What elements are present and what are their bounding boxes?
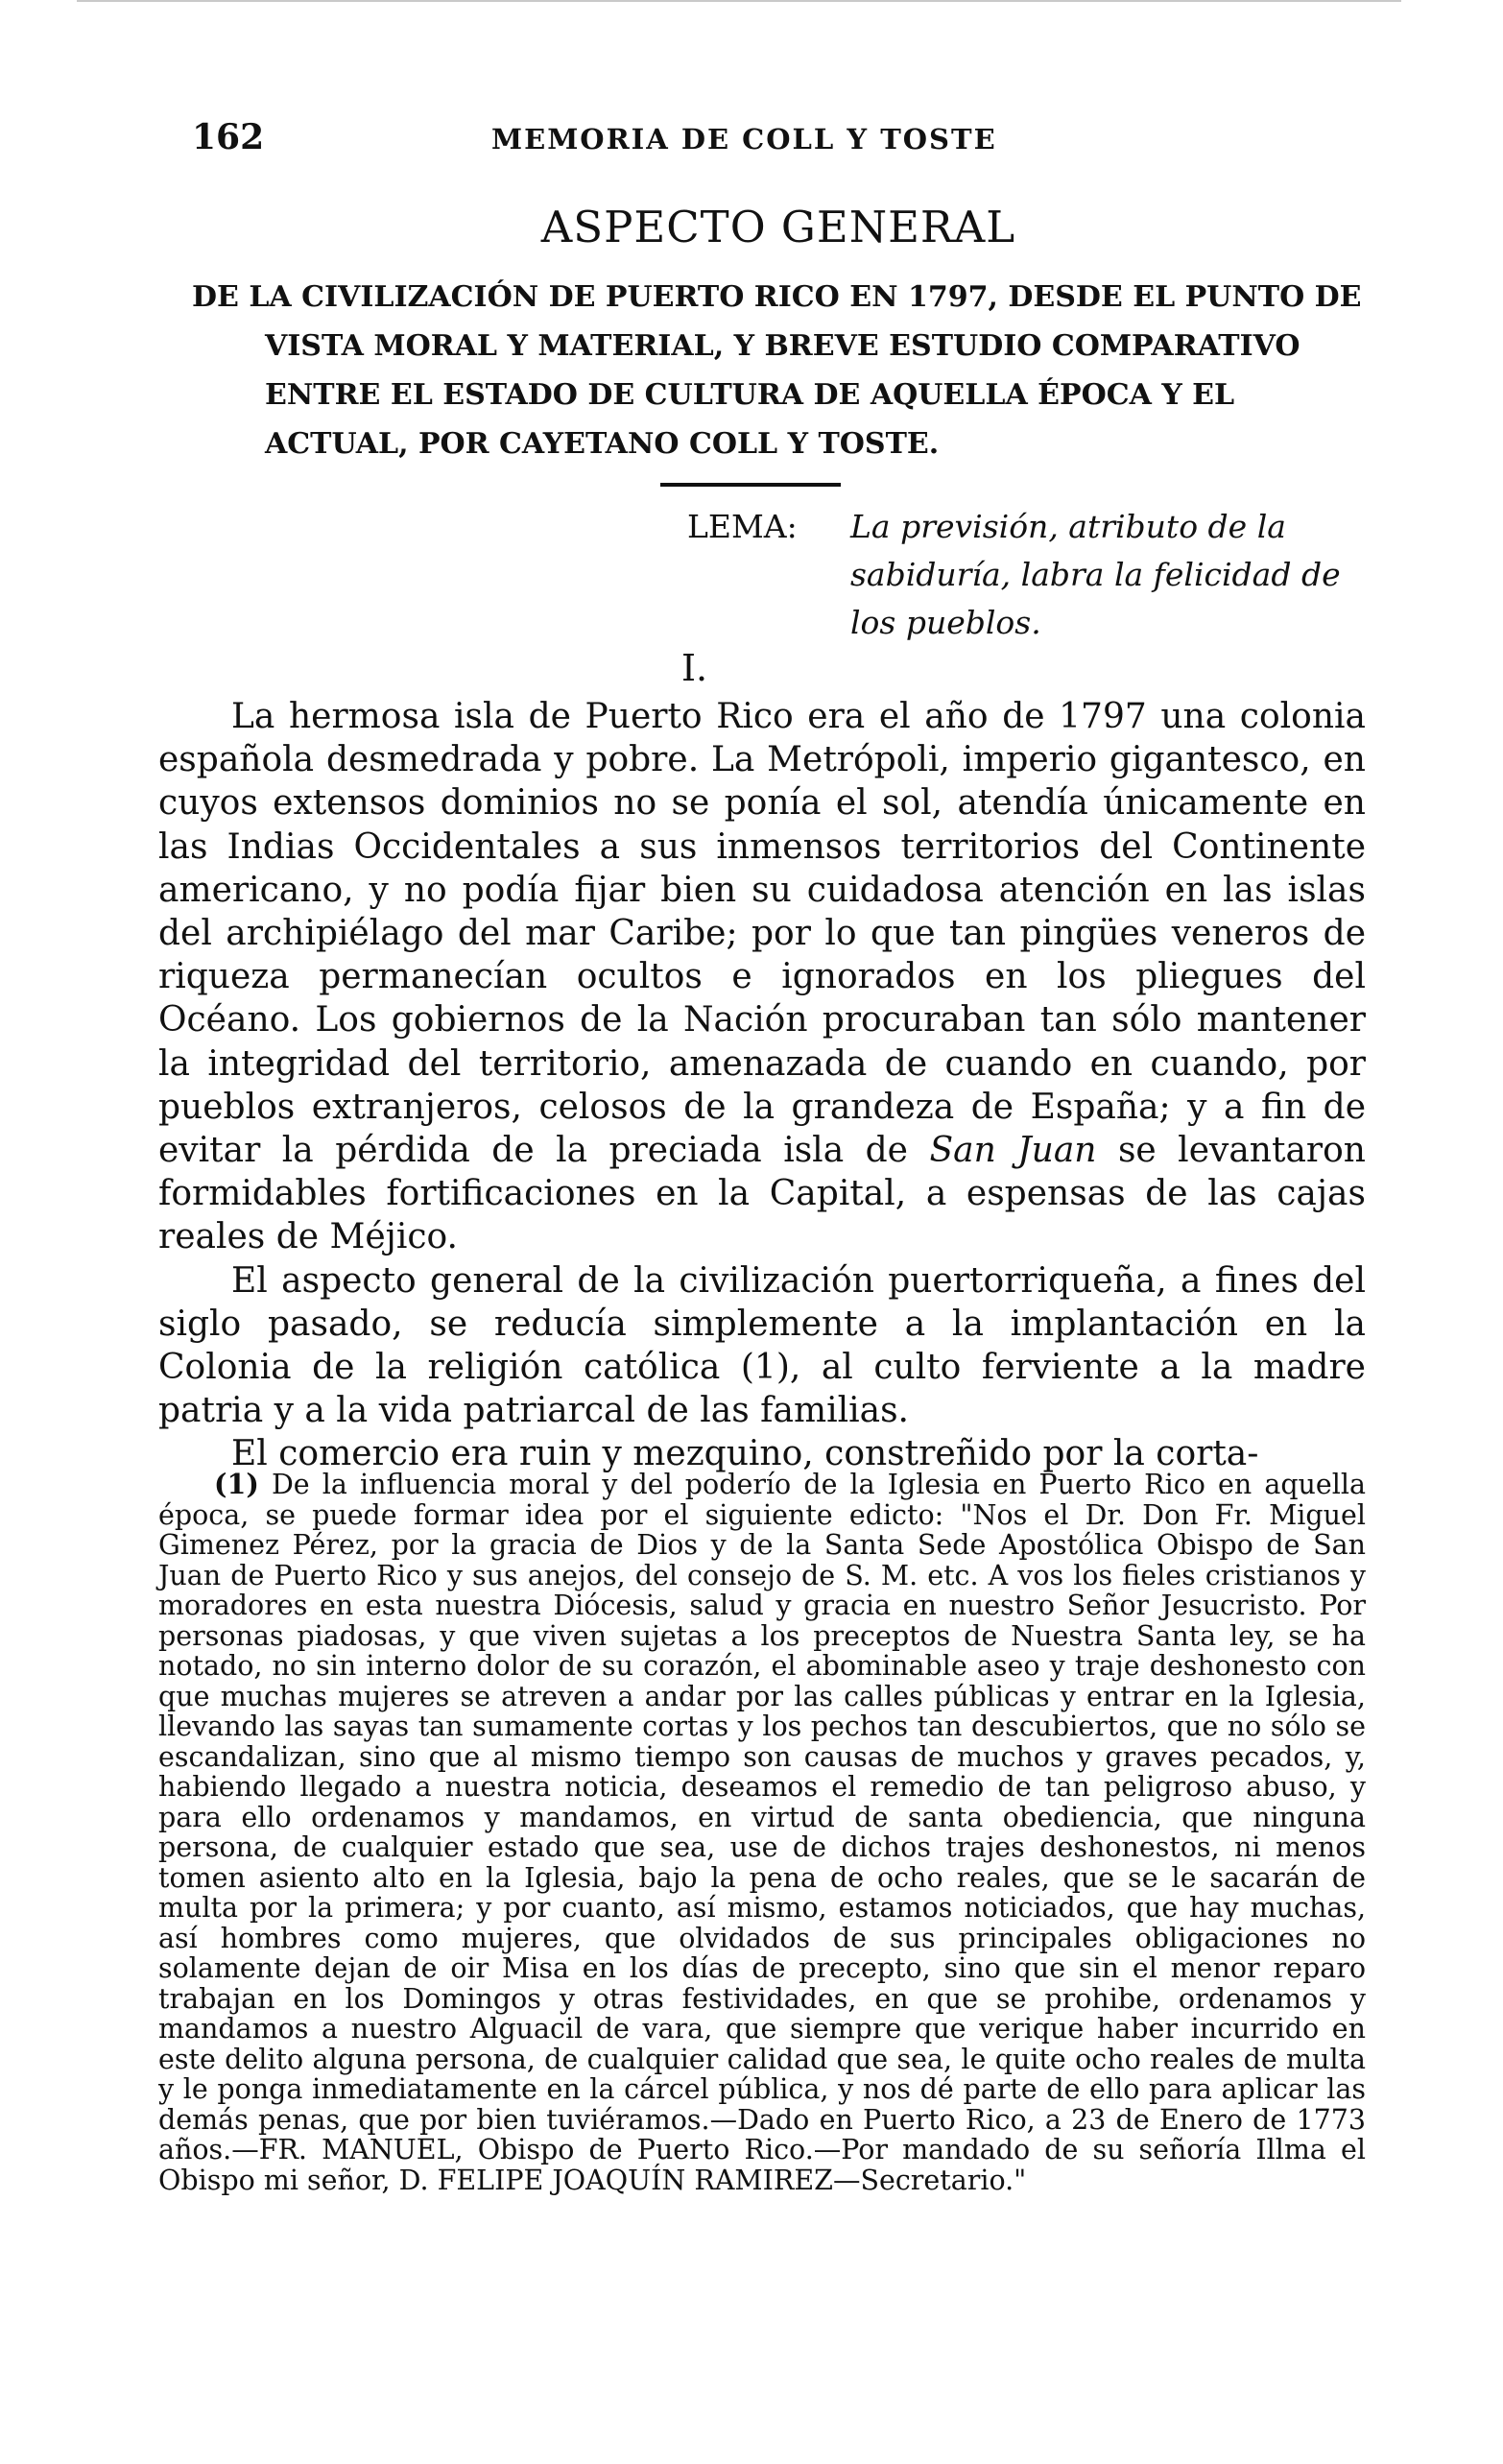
subtitle-line: ENTRE EL ESTADO DE CULTURA DE AQUELLA ÉPOCA Y EL	[265, 378, 1235, 412]
top-edge-rule	[77, 0, 1401, 2]
footnote-marker: (1)	[214, 1468, 259, 1500]
subtitle-line: VISTA MORAL Y MATERIAL, Y BREVE ESTUDIO COMPARATIVO	[265, 329, 1300, 363]
running-head: MEMORIA DE COLL Y TOSTE	[491, 123, 997, 155]
subtitle-line: DE LA CIVILIZACIÓN DE PUERTO RICO EN 1797, DESDE EL PUNTO DE	[192, 280, 1362, 314]
subtitle-line: ACTUAL, POR CAYETANO COLL Y TOSTE.	[265, 427, 940, 461]
paragraph-text: La hermosa isla de Puerto Rico era el año de 1797 una colonia española desmedrada y pobre. La Metrópoli, imperio gigantesco, en cuyos extensos dominios no se ponía el sol, atendía únicamente en las Indias Occidentales a sus inmensos territorios del Continente americano, y no podía fijar bien su cuidadosa atención en las islas del archipiélago del mar Caribe; por lo que tan pingües veneros de riqueza permanecían ocultos e ignorados en los pliegues del Océano. Los gobiernos de la Nación procuraban tan sólo mantener la integridad del territorio, amenazada de cuando en cuando, por pueblos extranjeros, celosos de la grandeza de España; y a fin de evitar la pérdida de la preciada isla de	[158, 697, 1366, 1171]
body-text	[158, 695, 1366, 1476]
title-divider	[660, 483, 841, 487]
chapter-title: ASPECTO GENERAL	[540, 202, 1016, 252]
paragraph	[158, 695, 1366, 1259]
paragraph-text: se levantaron formidables fortificaciones en la Capital, a espensas de las cajas reales de Méjico.	[158, 1131, 1366, 1257]
page-header	[192, 117, 1365, 165]
chapter-subtitle	[192, 273, 1365, 468]
motto-label: LEMA:	[687, 508, 798, 545]
paragraph: El comercio era ruin y mezquino, constreñido por la corta-	[231, 1434, 1259, 1474]
footnote-text: De la influencia moral y del poderío de la Iglesia en Puerto Rico en aquella época, se puede formar idea por el siguiente edicto: "Nos el Dr. Don Fr. Miguel Gimenez Pérez, por la gracia de Dios y de la Santa Sede Apostólica Obispo de San Juan de Puerto Rico y sus anejos, del consejo de S. M. etc. A vos los fieles cristianos y moradores en esta nuestra Diócesis, salud y gracia en nuestro Señor Jesucristo. Por personas piadosas, y que viven sujetas a los preceptos de Nuestra Santa ley, se ha notado, no sin interno dolor de su corazón, el abominable aseo y traje deshonesto con que muchas mujeres se atreven a andar por las calles públicas y entrar en la Iglesia, llevando las sayas tan sumamente cortas y los pechos tan descubiertos, que no sólo se escandalizan, sino que al mismo tiempo son causas de muchos y graves pecados, y, habiendo llegado a nuestra noticia, deseamos el remedio de tan peligroso abuso, y para ello ordenamos y mandamos, en virtud de santa obediencia, que ninguna persona, de cualquier estado que sea, use de dichos trajes deshonestos, ni menos tomen asiento alto en la Iglesia, bajo la pena de ocho reales, que se le sacarán de multa por la primera; y por cuanto, así mismo, estamos noticiados, que hay muchas, así hombres como mujeres, que olvidados de sus principales obligaciones no solamente dejan de oir Misa en los días de precepto, sino que sin el menor reparo trabajan en los Domingos y otras festividades, en que se prohibe, ordenamos y mandamos a nuestro Alguacil de vara, que siempre que verique haber incurrido en este delito alguna persona, de cualquier calidad que sea, le quite ocho reales de multa y le ponga inmediatamente en la cárcel pública, y nos dé parte de ello para aplicar las demás penas, que por bien tuviéramos.—Dado en Puerto Rico, a 23 de Enero de 1773 años.—FR. MANUEL, Obispo de Puerto Rico.—Por mandado de su señoría Illma el Obispo mi señor, D. FELIPE JOAQUÍN RAMIREZ—Secretario."	[158, 1469, 1367, 2196]
section-number: I.	[681, 647, 708, 689]
page-number: 162	[192, 117, 265, 157]
footnote	[158, 1470, 1366, 2195]
paragraph: El aspecto general de la civilización puertorriqueña, a fines del siglo pasado, se reducía simplemente a la implantación en la Colonia de la religión católica (1), al culto ferviente a la madre patria y a la vida patriarcal de las familias.	[158, 1260, 1366, 1431]
motto-text: La previsión, atributo de la sabiduría, labra la felicidad de los pueblos.	[850, 508, 1341, 641]
footnote-paragraph	[158, 1470, 1366, 2195]
italic-place-name: San Juan	[929, 1131, 1097, 1171]
